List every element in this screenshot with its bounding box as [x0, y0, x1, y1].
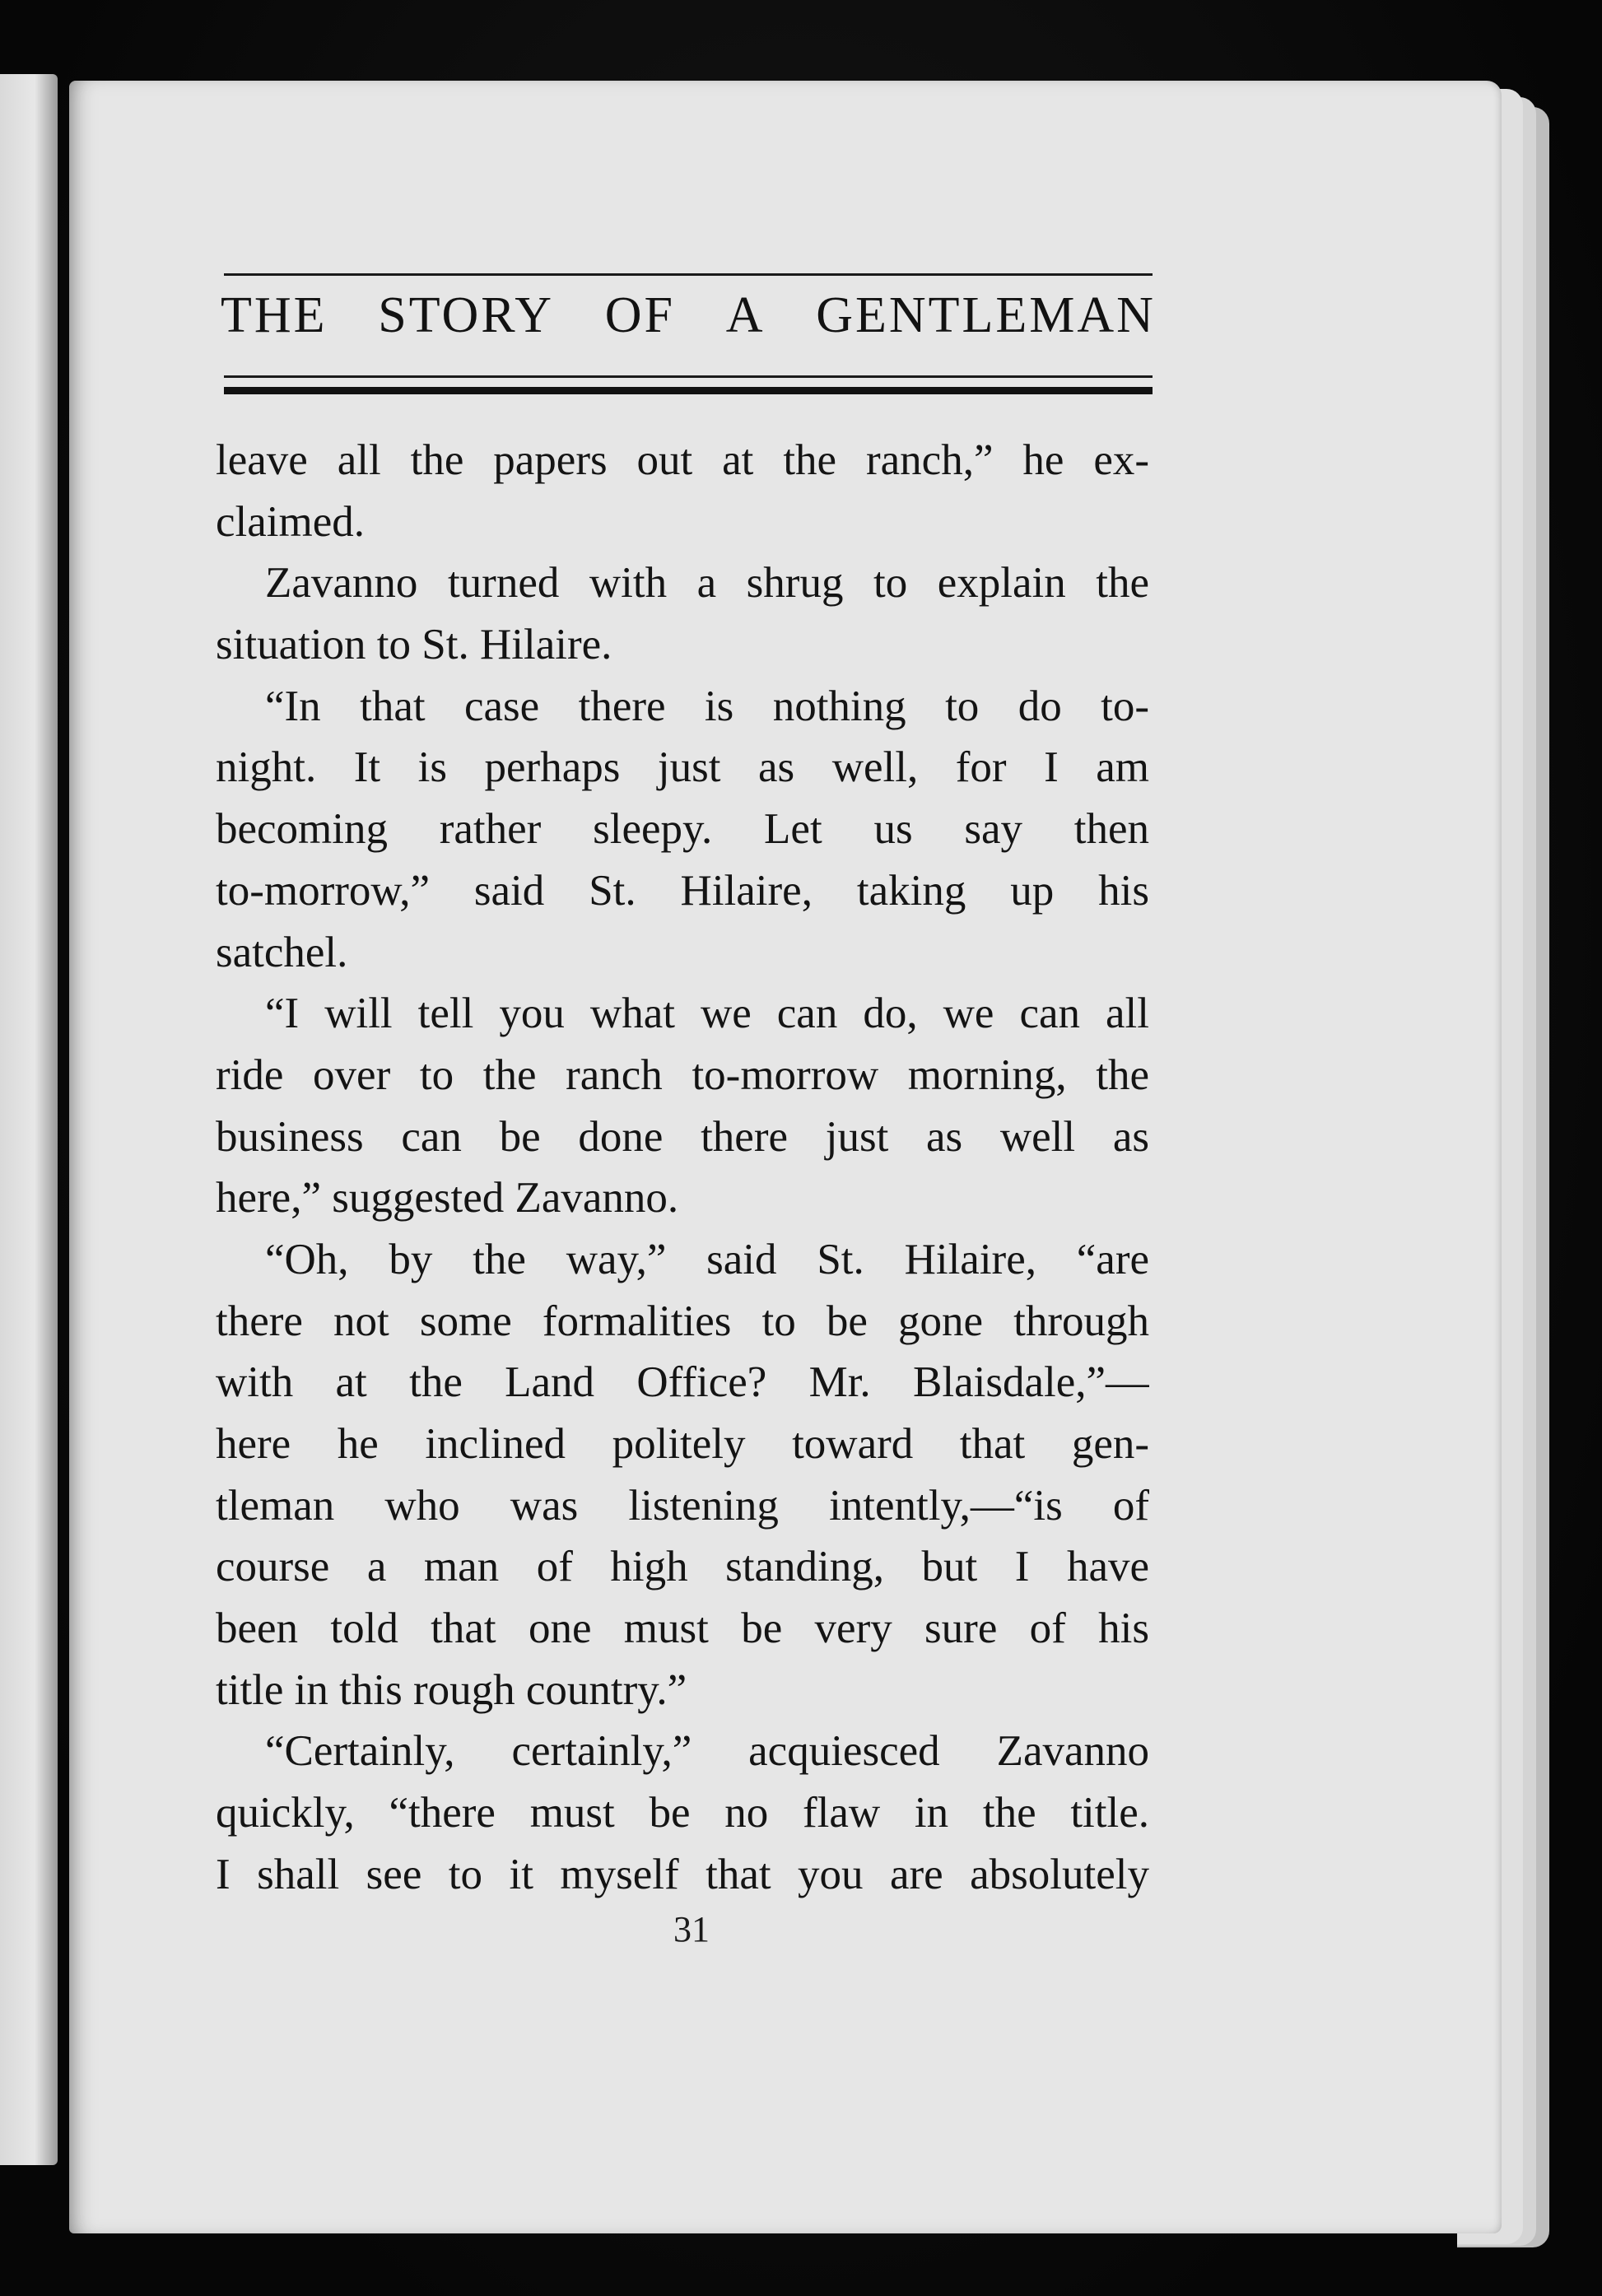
text-line: title in this rough country.”	[216, 1665, 687, 1714]
text-line: satchel.	[216, 928, 348, 976]
text-line: “I will tell you what we can do, we can all	[265, 990, 1149, 1038]
text-line: becoming rather sleepy. Let us say then	[216, 805, 1149, 854]
text-line: with at the Land Office? Mr. Blaisdale,”—	[216, 1358, 1149, 1407]
header-rule-thick	[224, 387, 1153, 394]
text-line: course a man of high standing, but I have	[216, 1543, 1149, 1591]
text-line: been told that one must be very sure of his	[216, 1604, 1149, 1653]
running-head	[221, 287, 1156, 343]
page-number: 31	[673, 1909, 710, 1949]
text-line: ride over to the ranch to-morrow morning, the	[216, 1050, 1149, 1099]
text-line: quickly, “there must be no flaw in the title.	[216, 1789, 1149, 1837]
text-line: here he inclined politely toward that gen-	[216, 1420, 1149, 1468]
text-line: there not some formalities to be gone through	[216, 1297, 1149, 1345]
text-line: tleman who was listening intently,—“is of	[216, 1481, 1149, 1530]
text-line: claimed.	[216, 497, 365, 546]
running-head-word: STORY	[378, 287, 554, 343]
running-head-word: THE	[221, 287, 328, 343]
running-head-word: GENTLEMAN	[816, 287, 1156, 343]
header-rule-top	[224, 273, 1153, 276]
text-line: leave all the papers out at the ranch,” he ex-	[216, 436, 1149, 484]
text-line: Zavanno turned with a shrug to explain the	[265, 559, 1149, 608]
running-head-word: A	[725, 287, 766, 343]
text-line: “Certainly, certainly,” acquiesced Zavanno	[265, 1727, 1149, 1776]
body-text	[216, 430, 1149, 1906]
text-line: “Oh, by the way,” said St. Hilaire, “are	[265, 1235, 1149, 1283]
text-line: here,” suggested Zavanno.	[216, 1174, 679, 1223]
text-line: to-morrow,” said St. Hilaire, taking up his	[216, 866, 1149, 915]
header-rule-thin	[224, 375, 1153, 378]
text-line: “In that case there is nothing to do to-	[265, 682, 1149, 730]
text-line: I shall see to it myself that you are absolutely	[216, 1850, 1149, 1898]
text-line: business can be done there just as well as	[216, 1112, 1149, 1161]
text-line: night. It is perhaps just as well, for I am	[216, 743, 1149, 792]
left-page-edge	[0, 74, 58, 2165]
running-head-word: OF	[604, 287, 675, 343]
text-line: situation to St. Hilaire.	[216, 621, 612, 669]
